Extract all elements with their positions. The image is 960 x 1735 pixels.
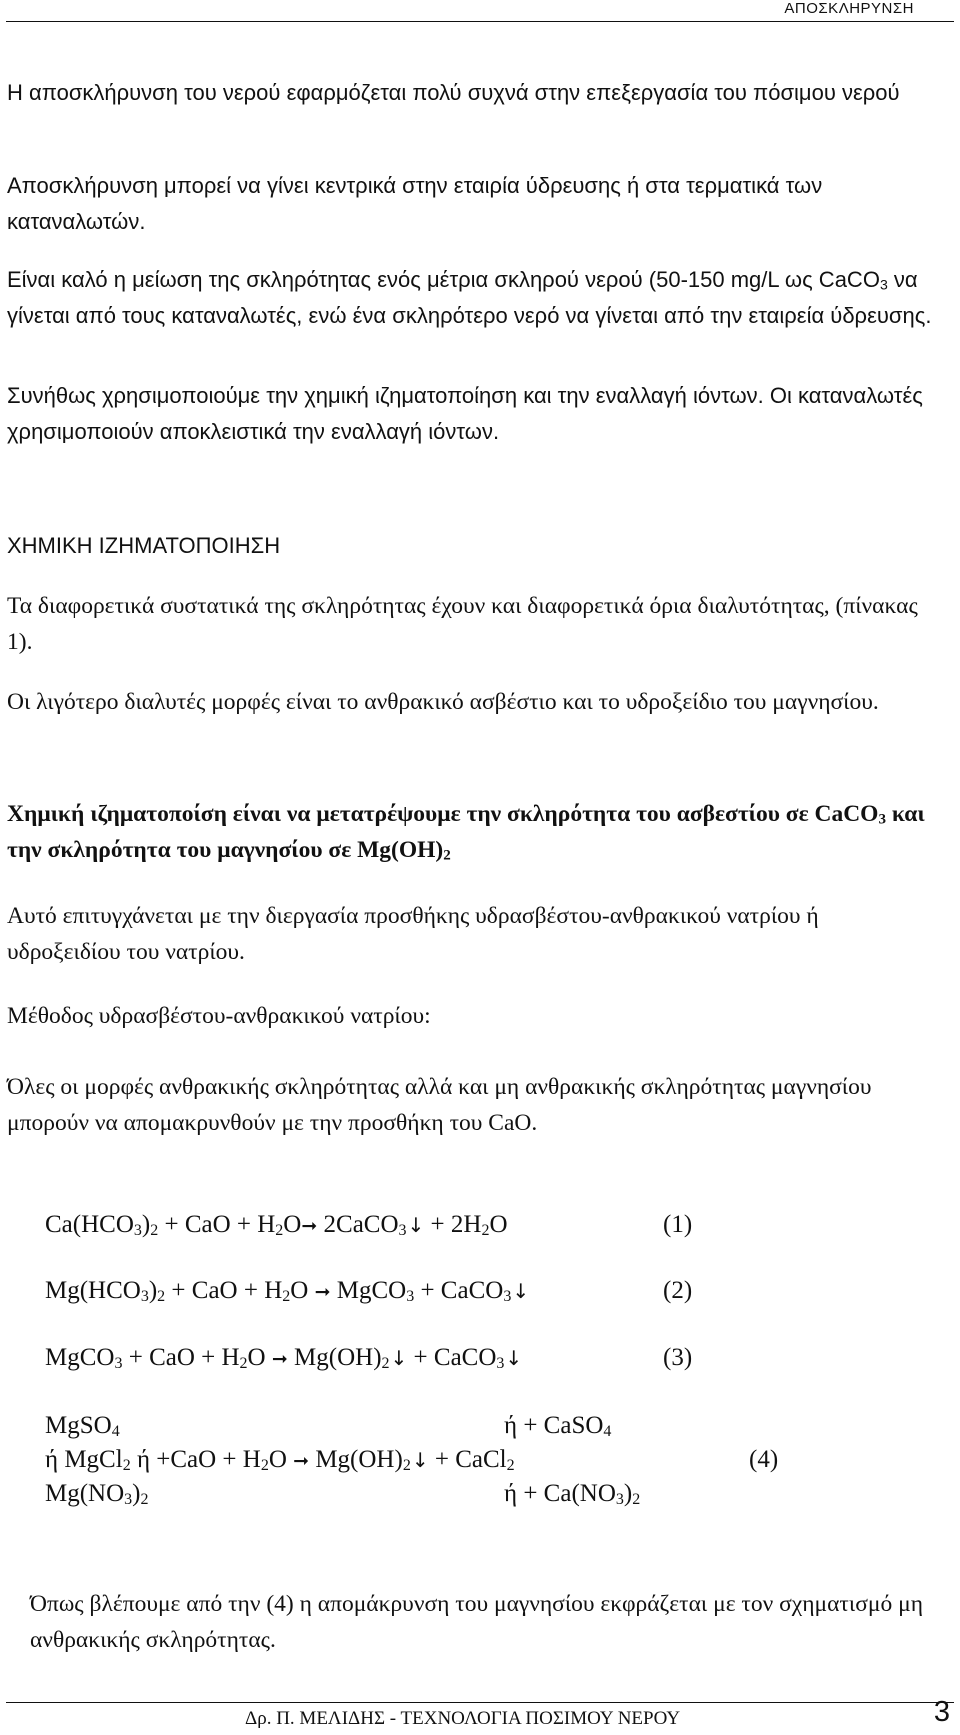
equation-2: $Mg(HCO_3)_2$ + CaO + $H_2O$ ➞ MgCO$_3$ + CaCO$_3$↓ [45, 1277, 530, 1305]
paragraph-intro: Η αποσκλήρυνση του νερού εφαρμόζεται πολύ συχνά στην επεξεργασία του πόσιμου νερού [7, 80, 900, 105]
equation-4-line-2: ή MgCl$_2$ $ή +CaO + H_2O$ ➞ $Mg(OH)_2↓$ + CaCl$_2$ [45, 1446, 515, 1474]
equation-4-line-1-right: ή + CaSO$_4$ [504, 1412, 612, 1440]
equation-1: $Ca(HCO_3)_2$ + CaO + $H_2O➞$ 2CaCO$_3$↓ + $2H_2O$ [45, 1211, 508, 1239]
paragraph-central-softening: Αποσκλήρυνση μπορεί να γίνει κεντρικά στην εταιρία ύδρευσης ή στα τερματικά των καταναλωτών. [7, 173, 823, 234]
reaction-arrow-icon: ➞ [293, 1450, 310, 1472]
footer-rule [6, 1702, 954, 1703]
paragraph-least-soluble: Οι λιγότερο διαλυτές μορφές είναι το ανθρακικό ασβέστιο και το υδροξείδιο του μαγνησίου. [7, 689, 879, 715]
equation-number-4: (4) [749, 1446, 779, 1473]
equation-number-2: (2) [663, 1277, 693, 1304]
equation-4-line-3-right: $ή + Ca(NO_3)_2$ [504, 1480, 641, 1508]
paragraph-solubility: Τα διαφορετικά συστατικά της σκληρότητας έχουν και διαφορετικά όρια διαλυτότητας, (πίνακας 1). [7, 593, 918, 655]
section-heading: ΧΗΜΙΚΗ ΙΖΗΜΑΤΟΠΟΙΗΣΗ [7, 533, 281, 558]
running-header: ΑΠΟΣΚΛΗΡΥΝΣΗ [784, 0, 914, 17]
paragraph-hardness-reduction: Είναι καλό η μείωση της σκληρότητας ενός μέτρια σκληρού νερού (50-150 mg/L ως CaCO$_3$ να γίνεται από τους καταναλωτές, ενώ ένα σκληρότερο νερό να γίνεται από την εταιρεία ύδρευσης. [7, 267, 932, 328]
precipitate-arrow-icon: ↓ [512, 1279, 530, 1303]
equation-4-line-3: $Mg(NO_3)_2$ [45, 1480, 149, 1508]
footer-text: Δρ. Π. ΜΕΛΙΔΗΣ - ΤΕΧΝΟΛΟΓΙΑ ΠΟΣΙΜΟΥ ΝΕΡΟΥ [245, 1708, 681, 1729]
paragraph-conclusion: Όπως βλέπουμε από την (4) η απομάκρυνση του μαγνησίου εκφράζεται με τον σχηματισμό μη ανθρακικής σκληρότητας. [30, 1591, 923, 1653]
precipitate-arrow-icon: ↓ [390, 1346, 408, 1370]
paragraph-chemical-precipitation: Χημική ιζηματοποίση είναι να μετατρέψουμε την σκληρότητα του ασβεστίου σε CaCO$_3$ και την σκληρότητα του μαγνησίου σε $Mg(OH)_2$ [7, 801, 925, 864]
equation-4-line-1: MgSO$_4$ [45, 1412, 120, 1440]
reaction-arrow-icon: ➞ [301, 1215, 318, 1237]
paragraph-process: Αυτό επιτυγχάνεται με την διεργασία προσθήκης υδρασβέστου-ανθρακικού νατρίου ή υδροξειδίου του νατρίου. [7, 903, 819, 965]
equation-3: MgCO$_3$ + CaO + $H_2O$ ➞ $Mg(OH)_2↓$ + CaCO$_3$↓ [45, 1344, 523, 1372]
paragraph-method-title: Μέθοδος υδρασβέστου-ανθρακικού νατρίου: [7, 1003, 431, 1029]
reaction-arrow-icon: ➞ [314, 1281, 331, 1303]
header-rule [6, 21, 954, 22]
reaction-arrow-icon: ➞ [271, 1348, 288, 1370]
page-number: 3 [933, 1696, 950, 1728]
precipitate-arrow-icon: ↓ [411, 1448, 429, 1472]
precipitate-arrow-icon: ↓ [407, 1213, 425, 1237]
paragraph-cao-addition: Όλες οι μορφές ανθρακικής σκληρότητας αλλά και μη ανθρακικής σκληρότητας μαγνησίου μπορούν να απομακρυνθούν με την προσθήκη του CaO. [7, 1074, 872, 1136]
precipitate-arrow-icon: ↓ [505, 1346, 523, 1370]
equation-number-1: (1) [663, 1211, 693, 1238]
paragraph-methods: Συνήθως χρησιμοποιούμε την χημική ιζηματοποίηση και την εναλλαγή ιόντων. Οι καταναλωτές χρησιμοποιούν αποκλειστικά την εναλλαγή ιόντων. [7, 383, 923, 444]
equation-number-3: (3) [663, 1344, 693, 1371]
